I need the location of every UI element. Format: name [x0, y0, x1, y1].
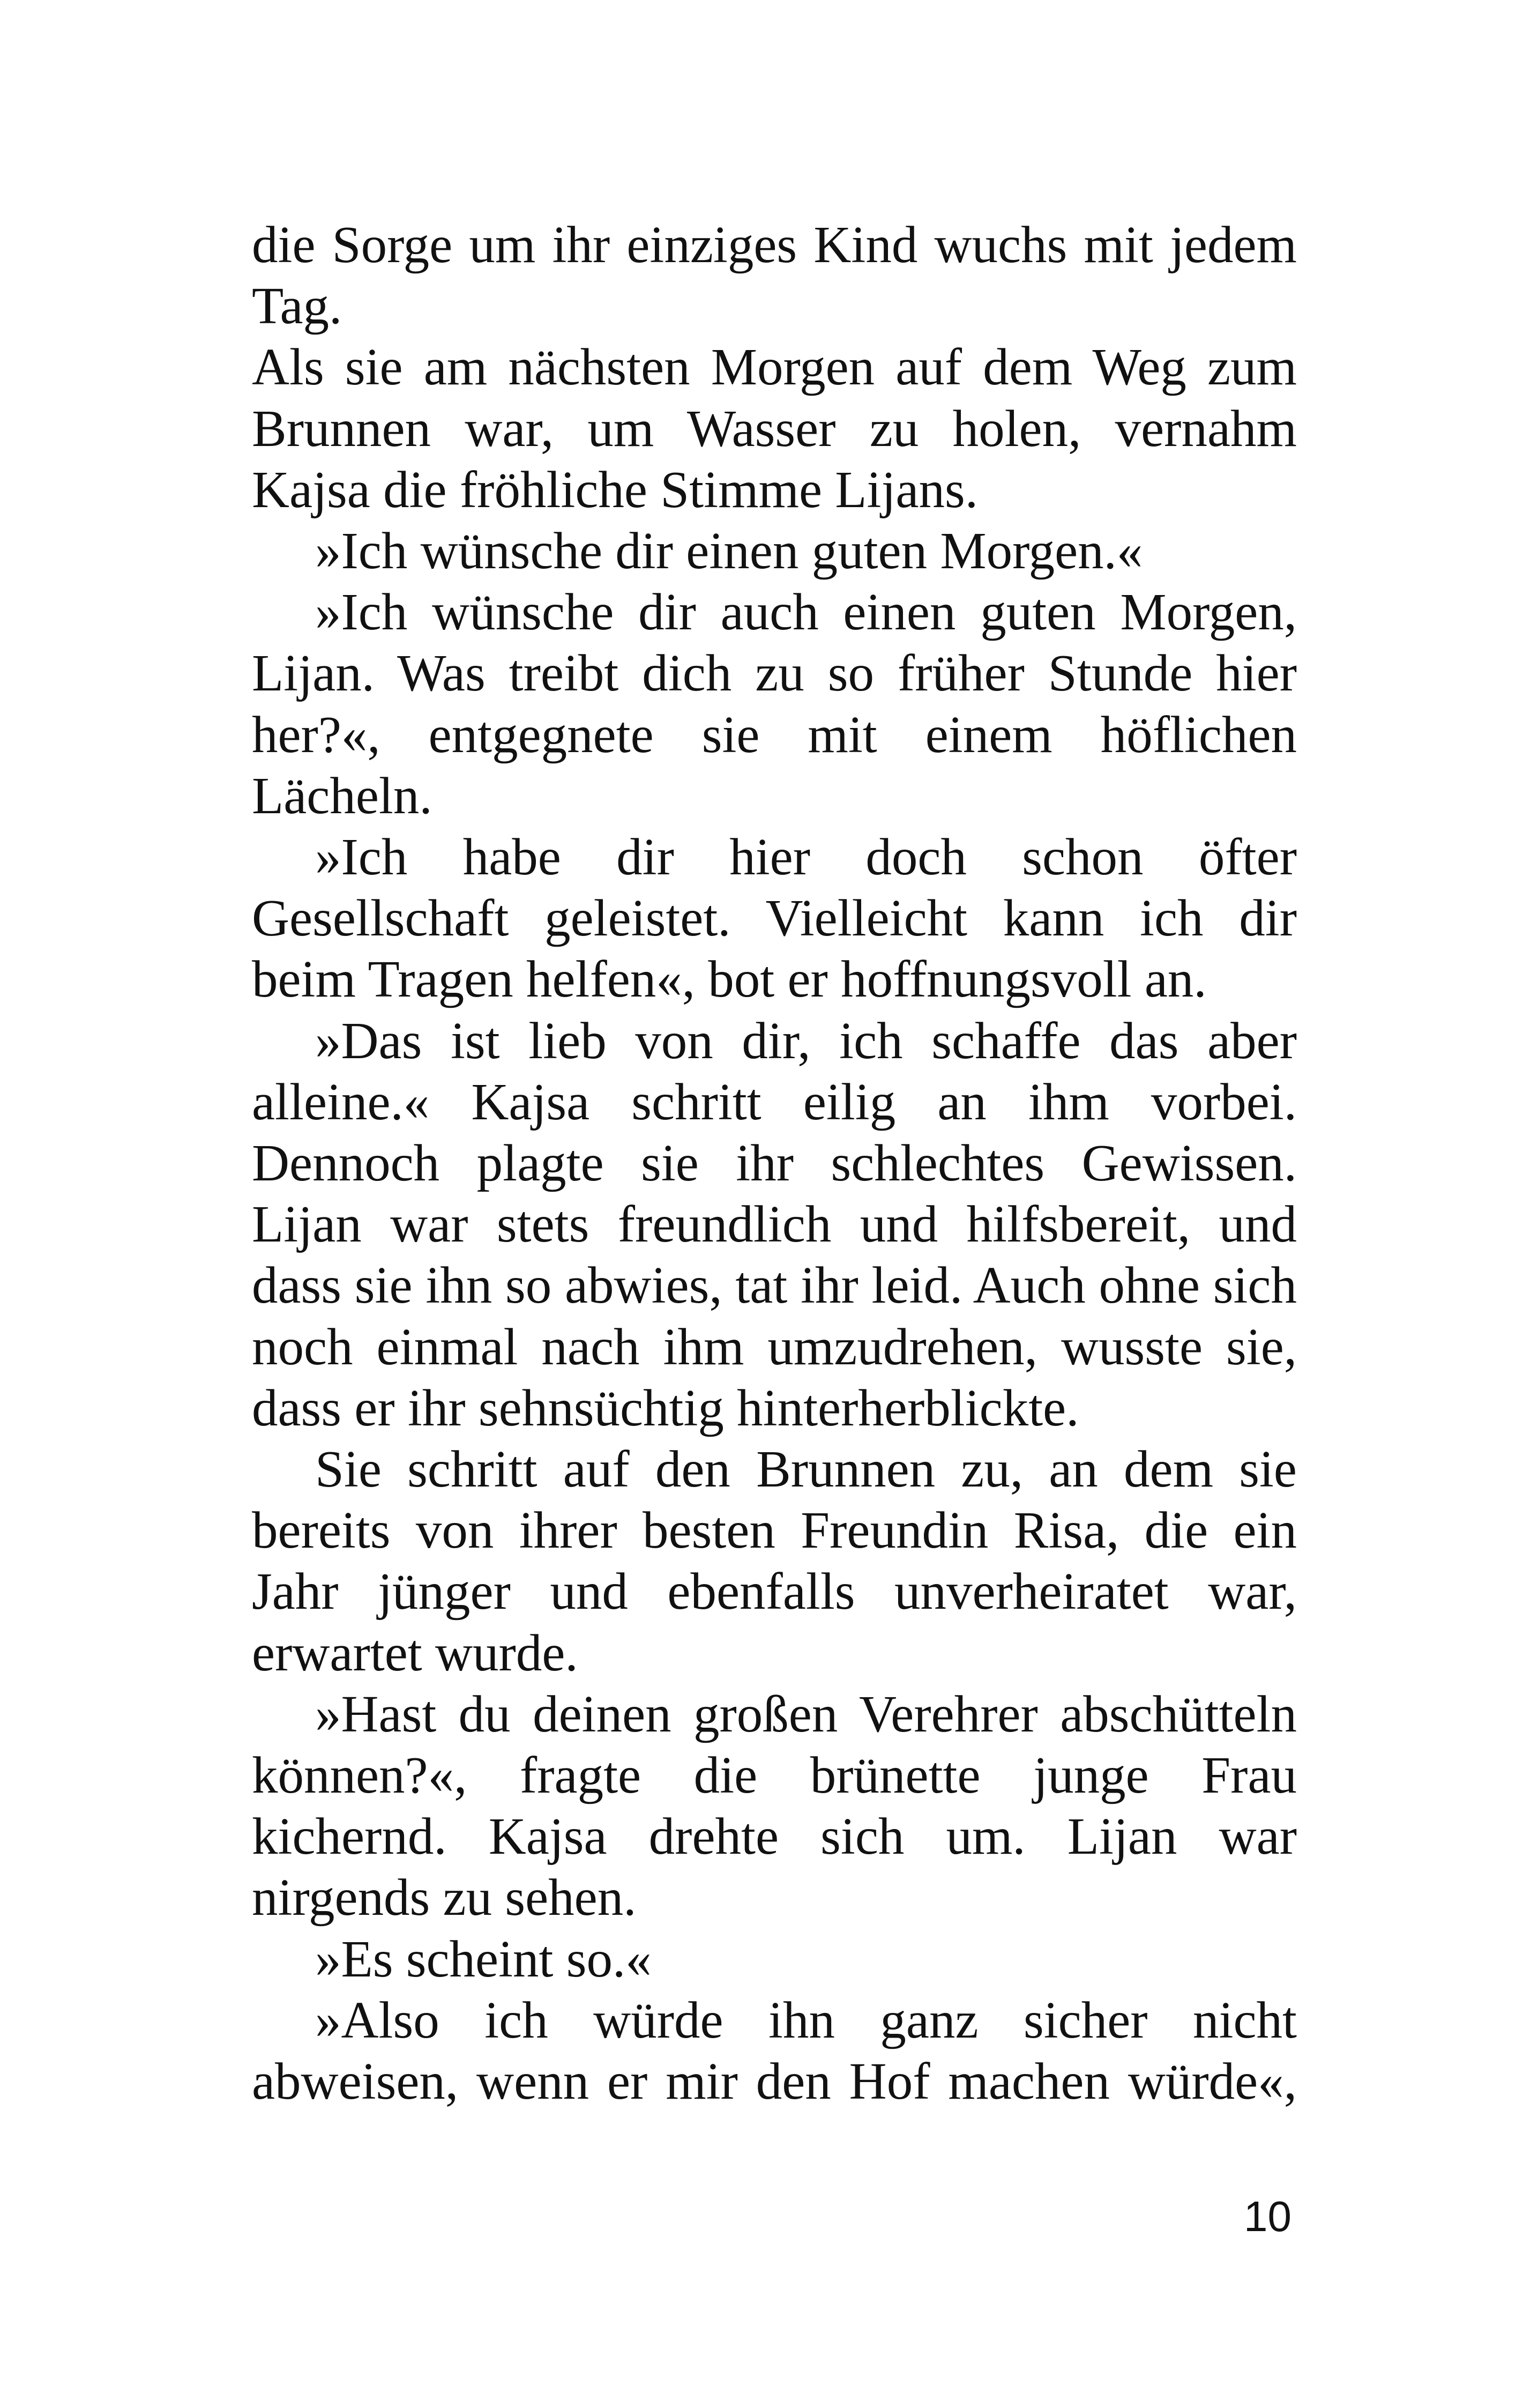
paragraph-7: Sie schritt auf den Brunnen zu, an dem sie bereits von ihrer besten Freundin Risa, die ein Jahr jünger und ebenfalls unverheiratet war, erwartet wurde.	[252, 1440, 1297, 1682]
paragraph-6: »Das ist lieb von dir, ich schaffe das aber alleine.« Kajsa schritt eilig an ihm vorbei. Dennoch plagte sie ihr schlechtes Gewissen. Lijan war stets freundlich und hilfsbereit, und dass sie ihn so abwies, tat ihr leid. Auch ohne sich noch einmal nach ihm umzudrehen, wusste sie, dass er ihr sehnsüchtig hinterherblickte.	[252, 1012, 1297, 1437]
body-text	[252, 214, 1297, 2112]
paragraph-5: »Ich habe dir hier doch schon öfter Gesellschaft geleistet. Vielleicht kann ich dir beim Tragen helfen«, bot er hoffnungsvoll an.	[252, 828, 1297, 1008]
paragraph-9: »Es scheint so.«	[315, 1930, 652, 1988]
paragraph-8: »Hast du deinen großen Verehrer abschütteln können?«, fragte die brünette junge Frau kichernd. Kajsa drehte sich um. Lijan war nirgends zu sehen.	[252, 1685, 1297, 1927]
paragraph-2: Als sie am nächsten Morgen auf dem Weg zum Brunnen war, um Wasser zu holen, vernahm Kajsa die fröhliche Stimme Lijans.	[252, 338, 1297, 518]
page-number: 10	[1244, 2193, 1291, 2240]
paragraph-4: »Ich wünsche dir auch einen guten Morgen, Lijan. Was treibt dich zu so früher Stunde hier her?«, entgegnete sie mit einem höflichen Lächeln.	[252, 583, 1297, 824]
paragraph-1: die Sorge um ihr einziges Kind wuchs mit jedem Tag.	[252, 216, 1297, 335]
paragraph-3: »Ich wünsche dir einen guten Morgen.«	[315, 522, 1143, 580]
paragraph-10: »Also ich würde ihn ganz sicher nicht abweisen, wenn er mir den Hof machen würde«,	[252, 1991, 1297, 2110]
